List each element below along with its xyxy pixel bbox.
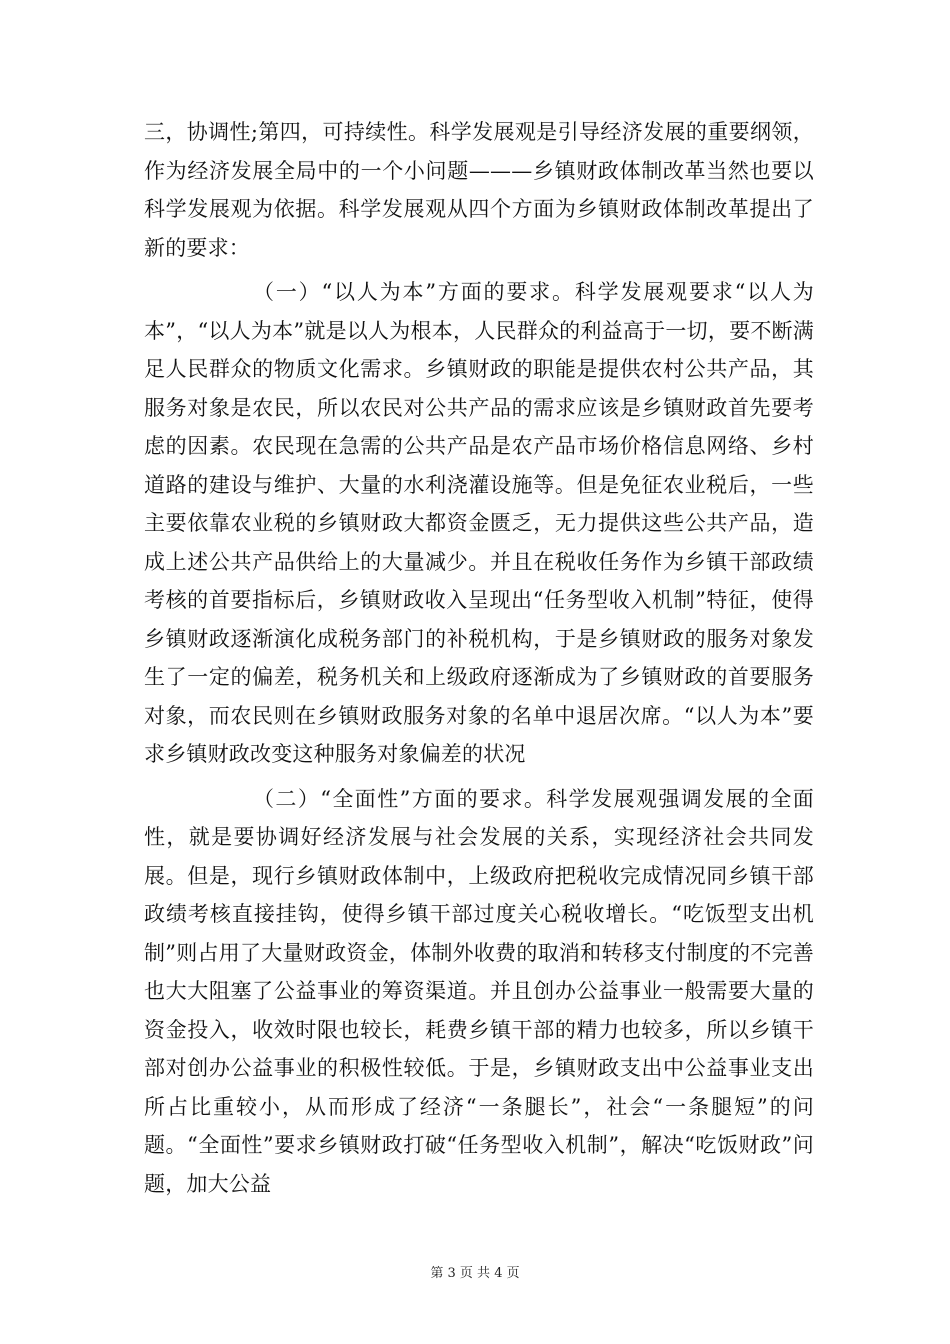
page-footer: 第 3 页 共 4 页 (430, 1266, 520, 1281)
document-body (144, 113, 814, 1209)
paragraph-section-one: （一）“以人为本”方面的要求。科学发展观要求“以人为本”，“以人为本”就是以人为根本，人民群众的利益高于一切，要不断满足人民群众的物质文化需求。乡镇财政的职能是提供农村公共产品，其服务对象是农民，所以农民对公共产品的需求应该是乡镇财政首先要考虑的因素。农民现在急需的公共产品是农产品市场价格信息网络、乡村道路的建设与维护、大量的水利浇灌设施等。但是免征农业税后，一些主要依靠农业税的乡镇财政大都资金匮乏，无力提供这些公共产品，造成上述公共产品供给上的大量减少。并且在税收任务作为乡镇干部政绩考核的首要指标后，乡镇财政收入呈现出“任务型收入机制”特征，使得乡镇财政逐渐演化成税务部门的补税机构，于是乡镇财政的服务对象发生了一定的偏差，税务机关和上级政府逐渐成为了乡镇财政的首要服务对象，而农民则在乡镇财政服务对象的名单中退居次席。“以人为本”要求乡镇财政改变这种服务对象偏差的状况 (144, 280, 814, 766)
paragraph-section-two: （二）“全面性”方面的要求。科学发展观强调发展的全面性，就是要协调好经济发展与社会发展的关系，实现经济社会共同发展。但是，现行乡镇财政体制中，上级政府把税收完成情况同乡镇干部政绩考核直接挂钩，使得乡镇干部过度关心税收增长。“吃饭型支出机制”则占用了大量财政资金，体制外收费的取消和转移支付制度的不完善也大大阻塞了公益事业的筹资渠道。并且创办公益事业一般需要大量的资金投入，收效时限也较长，耗费乡镇干部的精力也较多，所以乡镇干部对创办公益事业的积极性较低。于是，乡镇财政支出中公益事业支出所占比重较小，从而形成了经济“一条腿长”，社会“一条腿短”的问题。“全面性”要求乡镇财政打破“任务型收入机制”，解决“吃饭财政”问题，加大公益 (144, 786, 814, 1196)
paragraph-continuation: 三，协调性;第四，可持续性。科学发展观是引导经济发展的重要纲领，作为经济发展全局中的一个小问题———乡镇财政体制改革当然也要以科学发展观为依据。科学发展观从四个方面为乡镇财政体制改革提出了新的要求： (144, 120, 814, 260)
